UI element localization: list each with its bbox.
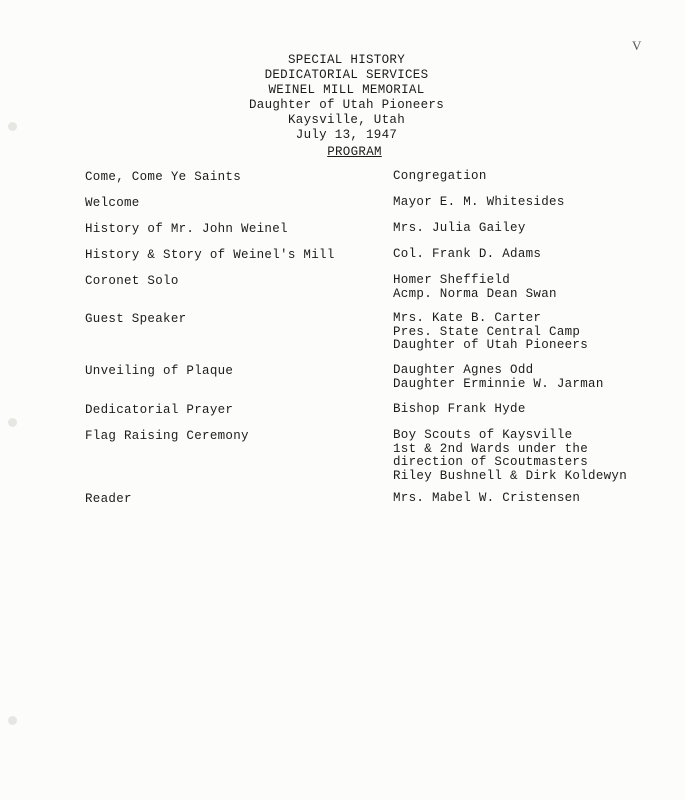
program-event: History of Mr. John Weinel <box>85 222 288 236</box>
program-event: Unveiling of Plaque <box>85 364 234 378</box>
header-line: WEINEL MILL MEMORIAL <box>268 83 425 97</box>
program-participants <box>393 312 588 353</box>
participant-line: Mrs. Mabel W. Cristensen <box>393 491 581 505</box>
header-line: SPECIAL HISTORY <box>287 53 406 67</box>
document-header <box>0 53 685 143</box>
punch-hole <box>8 418 17 427</box>
program-participants <box>393 403 526 417</box>
participant-line: Acmp. Norma Dean Swan <box>393 286 557 301</box>
participant-line: 1st & 2nd Wards under the <box>393 441 589 456</box>
program-heading <box>0 145 685 159</box>
participant-line: Daughter Agnes Odd <box>393 363 534 377</box>
program-participants <box>393 170 487 184</box>
header-line: Daughter of Utah Pioneers <box>248 98 445 112</box>
participant-line: Pres. State Central Camp <box>393 324 581 339</box>
program-event: Reader <box>85 492 132 506</box>
header-line: DEDICATORIAL SERVICES <box>264 68 429 82</box>
program-event: Guest Speaker <box>85 312 187 326</box>
participant-line: Congregation <box>393 169 487 183</box>
program-participants <box>393 364 604 391</box>
participant-line: Boy Scouts of Kaysville <box>393 428 573 442</box>
program-event: Welcome <box>85 196 140 210</box>
participant-line: Mrs. Julia Gailey <box>393 221 526 235</box>
program-event: Come, Come Ye Saints <box>85 170 242 184</box>
corner-check-mark: V <box>632 38 642 53</box>
participant-line: Homer Sheffield <box>393 273 511 287</box>
participant-line: Daughter Erminnie W. Jarman <box>393 376 604 391</box>
program-participants <box>393 222 526 236</box>
participant-line: Riley Bushnell & Dirk Koldewyn <box>393 468 628 483</box>
program-title: PROGRAM <box>327 145 382 159</box>
header-line: July 13, 1947 <box>295 128 398 142</box>
program-participants <box>393 492 580 506</box>
program-event: History & Story of Weinel's Mill <box>85 248 335 262</box>
program-event: Coronet Solo <box>85 274 179 288</box>
program-event: Flag Raising Ceremony <box>85 429 249 443</box>
participant-line: Mrs. Kate B. Carter <box>393 311 542 325</box>
participant-line: Mayor E. M. Whitesides <box>393 195 565 209</box>
program-event: Dedicatorial Prayer <box>85 403 234 417</box>
participant-line: Daughter of Utah Pioneers <box>393 338 589 352</box>
program-participants <box>393 429 627 483</box>
participant-line: Col. Frank D. Adams <box>393 247 542 261</box>
punch-hole <box>8 716 17 725</box>
participant-line: direction of Scoutmasters <box>393 455 589 469</box>
participant-line: Bishop Frank Hyde <box>393 402 526 416</box>
header-line: Kaysville, Utah <box>287 113 406 127</box>
program-participants <box>393 248 541 262</box>
program-participants <box>393 196 565 210</box>
program-participants <box>393 274 557 301</box>
